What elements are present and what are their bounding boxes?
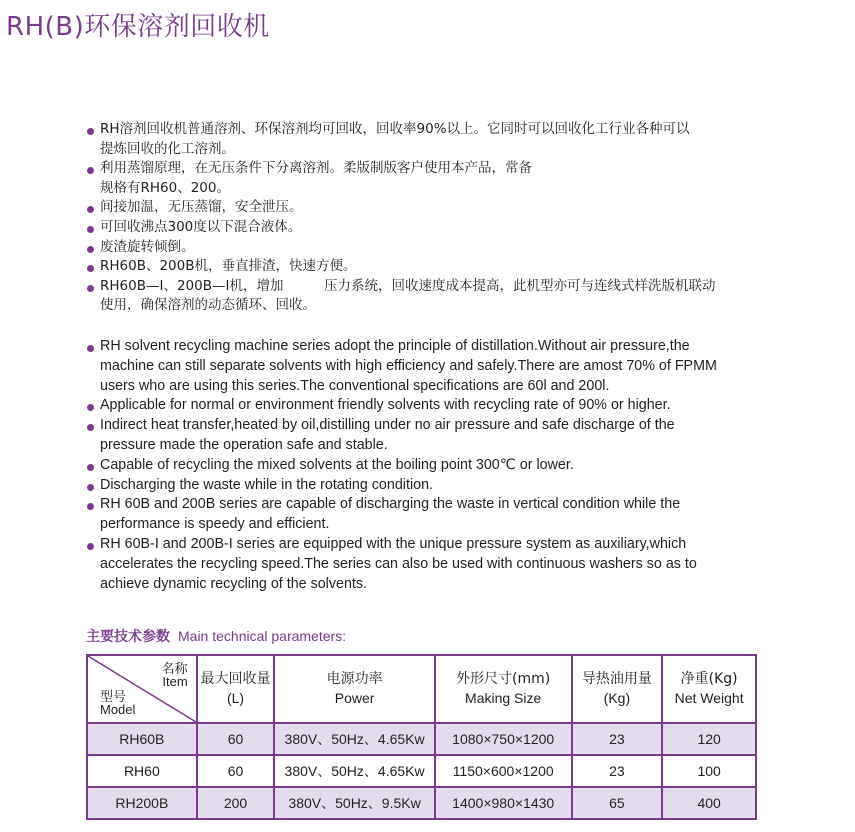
bullet-icon [87, 404, 94, 411]
table-cell: 23 [572, 755, 663, 787]
list-item [86, 337, 751, 396]
table-cell: 1400×980×1430 [435, 787, 572, 819]
table-header-row [87, 655, 756, 723]
header-cell-oil [572, 655, 663, 723]
model-label-cn: 型号 [100, 689, 127, 704]
bullet-icon [87, 345, 94, 352]
list-item-line: RH60B—I、200B—I机，增加 压力系统，回收速度成本提高，此机型亦可与连线式样洗版机联动 [100, 277, 716, 294]
table-cell: RH60 [87, 755, 197, 787]
parameters-heading-en: Main technical parameters: [178, 628, 347, 644]
list-item [86, 456, 751, 476]
table-cell: RH60B [87, 723, 197, 755]
header-cell-size [435, 655, 572, 723]
table-cell: 1150×600×1200 [435, 755, 572, 787]
bullet-icon [87, 543, 94, 550]
table-cell: 380V、50Hz、9.5Kw [274, 787, 434, 819]
parameters-table [86, 654, 757, 820]
header-cell-capacity [197, 655, 275, 723]
corner-header-cell [87, 655, 197, 723]
table-row [87, 755, 756, 787]
list-item [86, 218, 751, 238]
header-cn: 电源功率 [326, 671, 383, 687]
chinese-feature-list [86, 120, 751, 316]
table-cell: 380V、50Hz、4.65Kw [274, 755, 434, 787]
list-item-line: RH溶剂回收机普通溶剂、环保溶剂均可回收，回收率90%以上。它同时可以回收化工行业各种可以 [100, 121, 690, 137]
list-item-line: accelerates the recycling speed.The series can also be used with continuous washers so as to [100, 555, 697, 572]
list-item-line: RH 60B-I and 200B-I series are equipped with the unique pressure system as auxiliary,which [100, 535, 687, 552]
list-item-line: 规格有RH60、200。 [100, 179, 230, 196]
list-item-line: 使用，确保溶剂的动态循环、回收。 [100, 297, 316, 314]
header-en: (Kg) [603, 690, 631, 706]
header-en: (L) [226, 690, 245, 706]
item-label-cn: 名称 [161, 661, 188, 676]
bullet-icon [87, 128, 94, 135]
list-item [86, 495, 751, 535]
list-item-line: pressure made the operation safe and stable. [100, 436, 388, 453]
list-item [86, 277, 751, 316]
bullet-icon [87, 265, 94, 272]
list-item [86, 238, 751, 258]
bullet-icon [87, 167, 94, 174]
header-en: Net Weight [674, 690, 744, 706]
header-cn: 最大回收量 [200, 671, 271, 687]
list-item-line: 废渣旋转倾倒。 [100, 238, 195, 255]
parameters-heading [86, 626, 346, 646]
list-item-line: achieve dynamic recycling of the solvents. [100, 575, 368, 592]
header-cell-weight [662, 655, 756, 723]
list-item-line: performance is speedy and efficient. [100, 516, 330, 533]
list-item-line: 提炼回收的化工溶剂。 [100, 140, 235, 157]
list-item [86, 257, 751, 277]
header-cell-power [274, 655, 434, 723]
bullet-icon [87, 246, 94, 253]
header-cn: 导热油用量 [581, 671, 652, 687]
list-item-line: Applicable for normal or environment friendly solvents with recycling rate of 90% or higher. [100, 397, 671, 414]
list-item-line: RH 60B and 200B series are capable of discharging the waste in vertical condition while the [100, 496, 681, 513]
item-label-en: Item [162, 674, 188, 689]
header-en: Power [334, 690, 375, 706]
list-item-line: RH solvent recycling machine series adopt the principle of distillation.Without air pressure,the [100, 338, 690, 354]
header-cn: 净重(Kg) [680, 671, 738, 687]
list-item [86, 396, 751, 416]
list-item [86, 416, 751, 456]
list-item-line: 可回收沸点300度以下混合液体。 [100, 218, 302, 235]
table-cell: RH200B [87, 787, 197, 819]
table-cell: 120 [662, 723, 756, 755]
table-cell: 65 [572, 787, 663, 819]
list-item [86, 476, 751, 496]
table-row [87, 787, 756, 819]
bullet-icon [87, 206, 94, 213]
table-cell: 100 [662, 755, 756, 787]
list-item-line: Capable of recycling the mixed solvents at the boiling point 300℃ or lower. [100, 456, 574, 473]
header-cn: 外形尺寸(mm) [456, 671, 551, 687]
header-en: Making Size [465, 690, 542, 706]
table-cell: 60 [197, 723, 275, 755]
table-cell: 200 [197, 787, 275, 819]
table-row [87, 723, 756, 755]
table-cell: 400 [662, 787, 756, 819]
table-cell: 1080×750×1200 [435, 723, 572, 755]
bullet-icon [87, 424, 94, 431]
list-item-line: Discharging the waste while in the rotating condition. [100, 476, 433, 493]
table-cell: 23 [572, 723, 663, 755]
list-item-line: machine can still separate solvents with high efficiency and safely.There are amost 70% of FPMM [100, 357, 717, 374]
bullet-icon [87, 503, 94, 510]
list-item [86, 198, 751, 218]
bullet-icon [87, 285, 94, 292]
english-feature-list [86, 337, 751, 594]
page-title: RH(B)环保溶剂回收机 [6, 12, 270, 42]
parameters-heading-cn: 主要技术参数 [86, 629, 170, 645]
list-item [86, 159, 751, 198]
table-cell: 60 [197, 755, 275, 787]
model-label-en: Model [100, 702, 136, 717]
bullet-icon [87, 464, 94, 471]
list-item-line: users who are using this series.The conventional specifications are 60l and 200l. [100, 377, 610, 394]
list-item [86, 535, 751, 594]
bullet-icon [87, 226, 94, 233]
bullet-icon [87, 484, 94, 491]
list-item-line: RH60B、200B机，垂直排渣，快速方便。 [100, 258, 357, 275]
list-item-line: 间接加温，无压蒸馏，安全泄压。 [100, 199, 303, 216]
table-cell: 380V、50Hz、4.65Kw [274, 723, 434, 755]
list-item [86, 120, 751, 159]
list-item-line: Indirect heat transfer,heated by oil,distilling under no air pressure and safe discharge of the [100, 417, 675, 434]
list-item-line: 利用蒸馏原理，在无压条件下分离溶剂。柔版制版客户使用本产品，常备 [100, 160, 532, 177]
